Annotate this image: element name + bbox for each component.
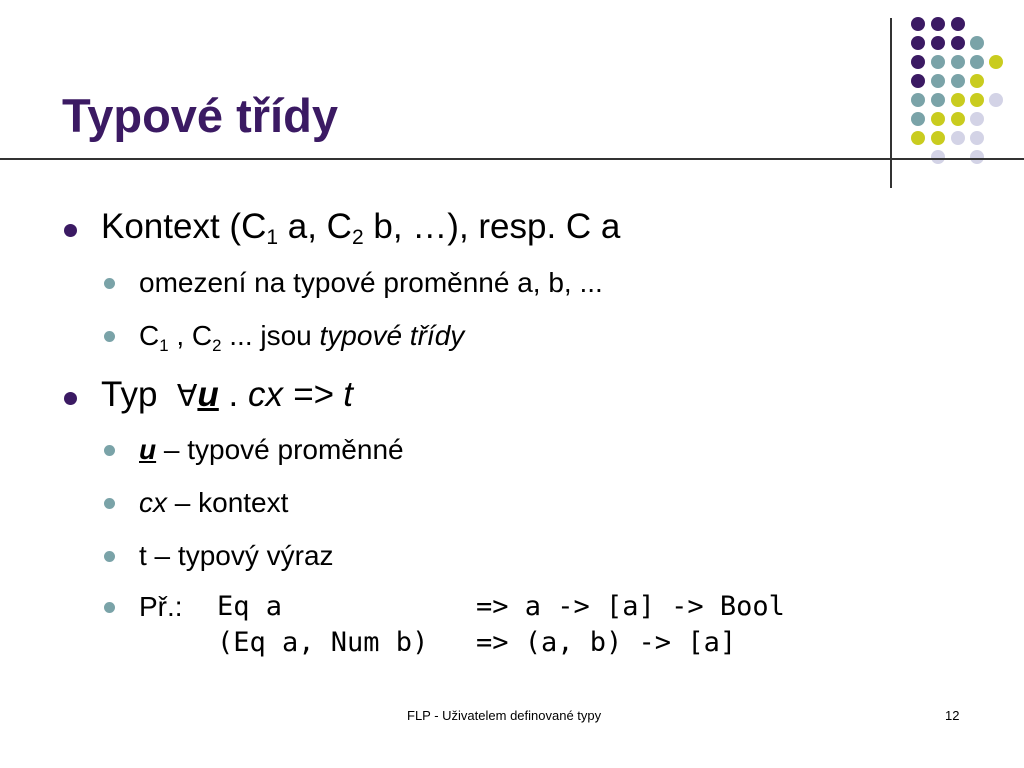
decor-dot	[911, 93, 925, 107]
bullet-text: $C_1$ , $C_2$ ... jsou typové třídy	[139, 320, 465, 355]
slide-title: Typové třídy	[62, 89, 338, 142]
decor-dot	[931, 112, 945, 126]
decor-dot	[970, 150, 984, 164]
decor-dot	[951, 93, 965, 107]
decor-dot	[970, 112, 984, 126]
bullet-text: t – typový výraz	[139, 540, 334, 571]
decor-dot	[951, 131, 965, 145]
decor-dot	[911, 55, 925, 69]
example-row1-left: Eq a	[217, 591, 283, 622]
example-row2-left: (Eq a, Num b)	[217, 627, 429, 658]
decor-dot	[931, 131, 945, 145]
footer-text: FLP - Uživatelem definované typy	[407, 708, 602, 723]
bullet-dot-icon	[64, 224, 77, 237]
bullet-text: Typ ∀u . cx => t	[101, 375, 354, 414]
decor-dot	[970, 55, 984, 69]
bullet-dot-icon	[104, 551, 115, 562]
example-label: Př.:	[139, 591, 183, 622]
forall-symbol: ∀	[176, 379, 198, 414]
decor-dot	[951, 74, 965, 88]
decor-dot	[951, 112, 965, 126]
bullet-dot-icon	[104, 602, 115, 613]
decor-dot	[931, 17, 945, 31]
decor-dot	[951, 17, 965, 31]
decor-dot	[931, 93, 945, 107]
horizontal-divider	[0, 158, 1024, 160]
decor-dot	[931, 55, 945, 69]
decor-dot	[911, 74, 925, 88]
bullet-dot-icon	[104, 445, 115, 456]
bullet-dot-icon	[64, 392, 77, 405]
decor-dot	[989, 55, 1003, 69]
bullet-dot-icon	[104, 331, 115, 342]
decor-dot	[951, 55, 965, 69]
decor-dot	[970, 93, 984, 107]
decor-dot	[970, 36, 984, 50]
decor-dot	[931, 150, 945, 164]
decor-dot	[911, 36, 925, 50]
decor-dot	[951, 36, 965, 50]
bullet-text: cx – kontext	[139, 487, 289, 518]
bullet-text: u – typové proměnné	[139, 434, 404, 465]
example-row2-right: => (a, b) -> [a]	[476, 627, 737, 658]
vertical-divider	[890, 18, 892, 188]
decor-dot	[911, 131, 925, 145]
subbullet-example	[104, 590, 1004, 670]
decorative-dot-grid	[0, 0, 1024, 170]
bullet-dot-icon	[104, 498, 115, 509]
decor-dot	[970, 131, 984, 145]
decor-dot	[911, 17, 925, 31]
bullet-text: Kontext ($C_1$ a, $C_2$ b, …), resp. C a	[101, 207, 621, 249]
example-row1-right: => a -> [a] -> Bool	[476, 591, 785, 622]
page-number: 12	[945, 708, 960, 723]
decor-dot	[970, 74, 984, 88]
decor-dot	[989, 93, 1003, 107]
bullet-text: omezení na typové proměnné a, b, ...	[139, 267, 603, 298]
decor-dot	[931, 36, 945, 50]
decor-dot	[911, 112, 925, 126]
decor-dot	[931, 74, 945, 88]
bullet-dot-icon	[104, 278, 115, 289]
